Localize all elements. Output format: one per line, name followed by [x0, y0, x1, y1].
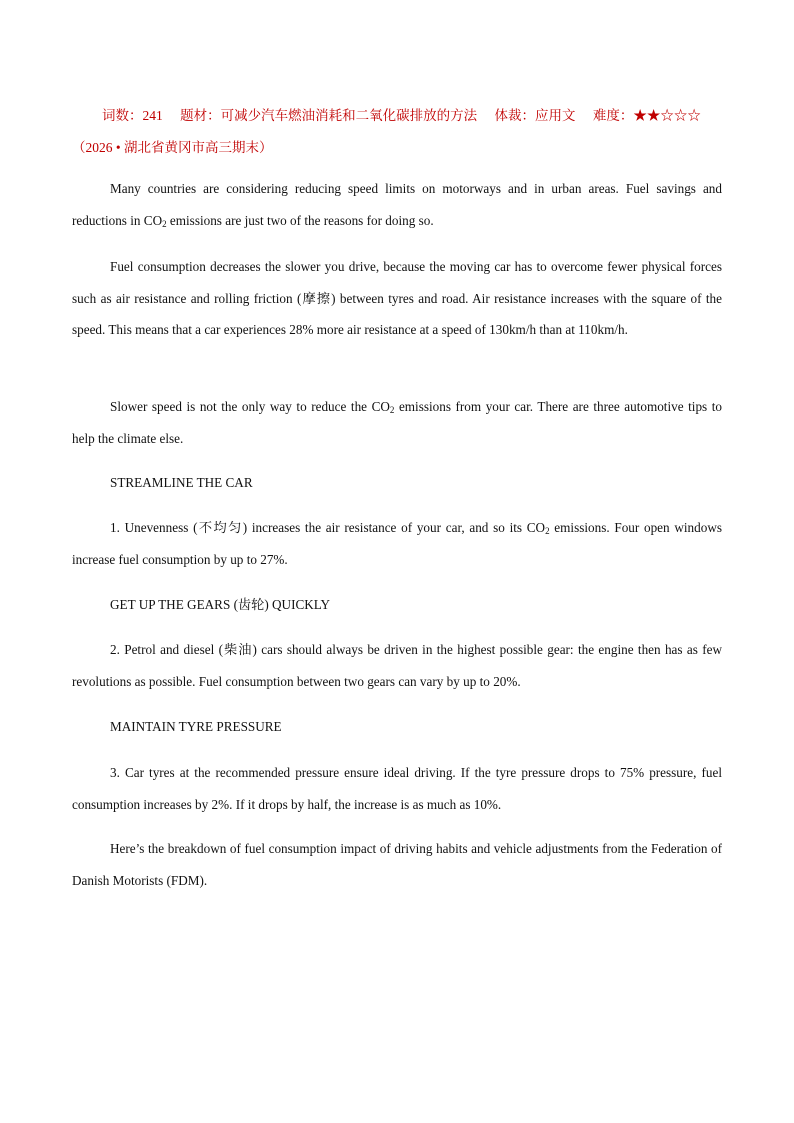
topic: 题材：可减少汽车燃油消耗和二氧化碳排放的方法: [180, 108, 478, 123]
genre: 体裁：应用文: [494, 108, 576, 123]
paragraph-3: [72, 391, 722, 454]
heading-tyre-text: MAINTAIN TYRE PRESSURE: [110, 719, 282, 734]
paragraph-1-part-b: emissions are just two of the reasons for doing so.: [166, 212, 434, 228]
paragraph-2: [72, 251, 722, 346]
heading-streamline: [72, 467, 722, 499]
passage-info-line: [72, 104, 722, 124]
heading-gears-text: GET UP THE GEARS (齿轮) QUICKLY: [110, 597, 331, 612]
paragraph-4-part-a: 1. Unevenness (不均匀) increases the air resistance of your car, and so its CO: [110, 520, 546, 535]
paragraph-3-part-b: emissions from your car. There are three automotive tips to help the climate else.: [72, 399, 722, 446]
paragraph-4-part-b: emissions. Four open windows increase fuel consumption by up to 27%.: [72, 520, 722, 567]
difficulty-label: 难度：: [592, 108, 634, 123]
paragraph-7: [72, 833, 722, 896]
paragraph-5: [72, 634, 722, 697]
paragraph-1-part-a: Many countries are considering reducing speed limits on motorways and in urban areas. Fuel savings and reductions in CO: [72, 181, 722, 228]
paragraph-2-text: Fuel consumption decreases the slower you drive, because the moving car has to overcome fewer physical forces such as air resistance and rolling friction (摩擦) between tyres and road. Air resistance increases with the square of the speed. This means that a car experiences 28% more air resistance at a speed of 130km/h than at 110km/h.: [72, 259, 722, 337]
paragraph-5-text: 2. Petrol and diesel (柴油) cars should always be driven in the highest possible gear: the engine then has as few revolutions as possible. Fuel consumption between two gears can vary by up to 20%.: [72, 642, 722, 689]
heading-tyre: [72, 711, 722, 743]
paragraph-6-text: 3. Car tyres at the recommended pressure ensure ideal driving. If the tyre pressure drops to 75% pressure, fuel consumption increases by 2%. If it drops by half, the increase is as much as 10%.: [72, 765, 722, 812]
paragraph-3-part-a: Slower speed is not the only way to reduce the CO: [110, 399, 390, 414]
paragraph-4: [72, 512, 722, 575]
paragraph-6: [72, 757, 722, 820]
difficulty: [593, 108, 701, 123]
heading-streamline-text: STREAMLINE THE CAR: [110, 475, 253, 490]
difficulty-stars: ★★☆☆☆: [633, 108, 701, 123]
paragraph-1: [72, 173, 722, 236]
source-note: （2026 • 湖北省黄冈市高三期末）: [72, 140, 273, 155]
heading-gears: [72, 589, 722, 621]
co2-subscript: 2: [162, 218, 167, 229]
paragraph-7-text: Here’s the breakdown of fuel consumption impact of driving habits and vehicle adjustments from the Federation of Danish Motorists (FDM).: [72, 841, 722, 888]
co2-subscript: 2: [545, 526, 550, 536]
word-count: 词数：241: [102, 108, 163, 123]
co2-subscript: 2: [389, 405, 395, 415]
